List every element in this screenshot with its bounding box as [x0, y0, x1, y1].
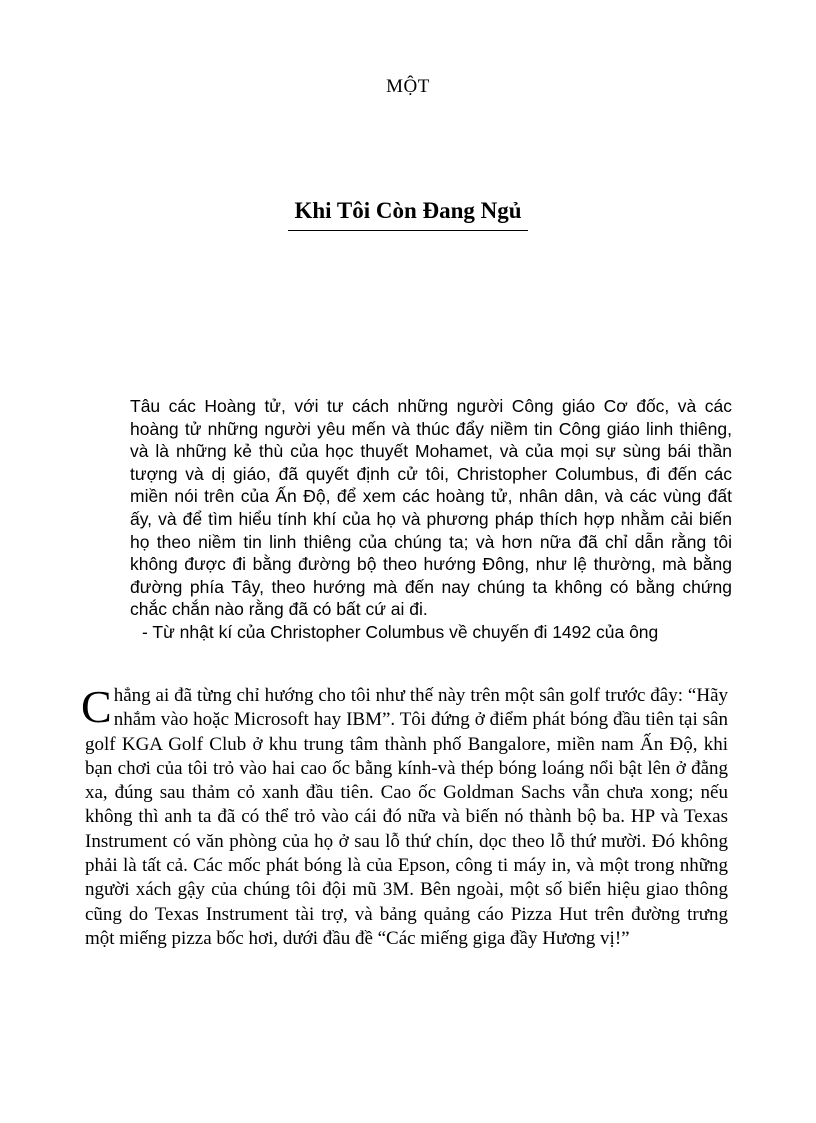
- epigraph: [130, 395, 732, 644]
- chapter-title: Khi Tôi Còn Đang Ngủ: [288, 198, 527, 231]
- body-paragraph: [81, 681, 728, 951]
- epigraph-source: - Từ nhật kí của Christopher Columbus về chuyến đi 1492 của ông: [142, 621, 659, 642]
- epigraph-text: Tâu các Hoàng tử, với tư cách những người Công giáo Cơ đốc, và các hoàng tử những người yêu mến và thúc đẩy niềm tin Công giáo linh thiêng, và là những kẻ thù của học thuyết Mohamet, và của mọi sự sùng bái thần tượng và dị giáo, đã quyết định cử tôi, Christopher Columbus, đi đến các miền nói trên của Ấn Độ, để xem các hoàng tử, nhân dân, và các vùng đất ấy, và để tìm hiểu tính khí của họ và phương pháp thích hợp nhằm cải biến họ theo niềm tin linh thiêng của chúng ta; và hơn nữa đã chỉ dẫn rằng tôi không được đi bằng đường bộ theo hướng Đông, như lệ thường, mà bằng đường phía Tây, theo hướng mà đến nay chúng ta không có bằng chứng chắc chắn nào rằng đã có bất cứ ai đi.: [130, 396, 732, 620]
- chapter-number: MỘT: [386, 76, 430, 97]
- drop-cap: C: [81, 681, 112, 732]
- chapter-title-container: [0, 198, 816, 231]
- body-text: hẳng ai đã từng chỉ hướng cho tôi như thế này trên một sân golf trước đây: “Hãy nhắm vào hoặc Microsoft hay IBM”. Tôi đứng ở điểm phát bóng đầu tiên tại sân golf KGA Golf Club ở khu trung tâm thành phố Bangalore, miền nam Ấn Độ, khi bạn chơi của tôi trỏ vào hai cao ốc bằng kính-và thép bóng loáng nổi bật lên ở đằng xa, đúng sau thảm cỏ xanh đầu tiên. Cao ốc Goldman Sachs vẫn chưa xong; nếu không thì anh ta đã có thể trỏ vào cái đó nữa và biến nó thành bộ ba. HP và Texas Instrument có văn phòng của họ ở sau lỗ thứ chín, dọc theo lỗ thứ mười. Đó không phải là tất cả. Các mốc phát bóng là của Epson, công ti máy in, và một trong những người xách gậy của chúng tôi đội mũ 3M. Bên ngoài, một số biển hiệu giao thông cũng do Texas Instrument tài trợ, và bảng quảng cáo Pizza Hut trên đường trưng một miếng pizza bốc hơi, dưới đầu đề “Các miếng giga đầy Hương vị!”: [85, 685, 728, 949]
